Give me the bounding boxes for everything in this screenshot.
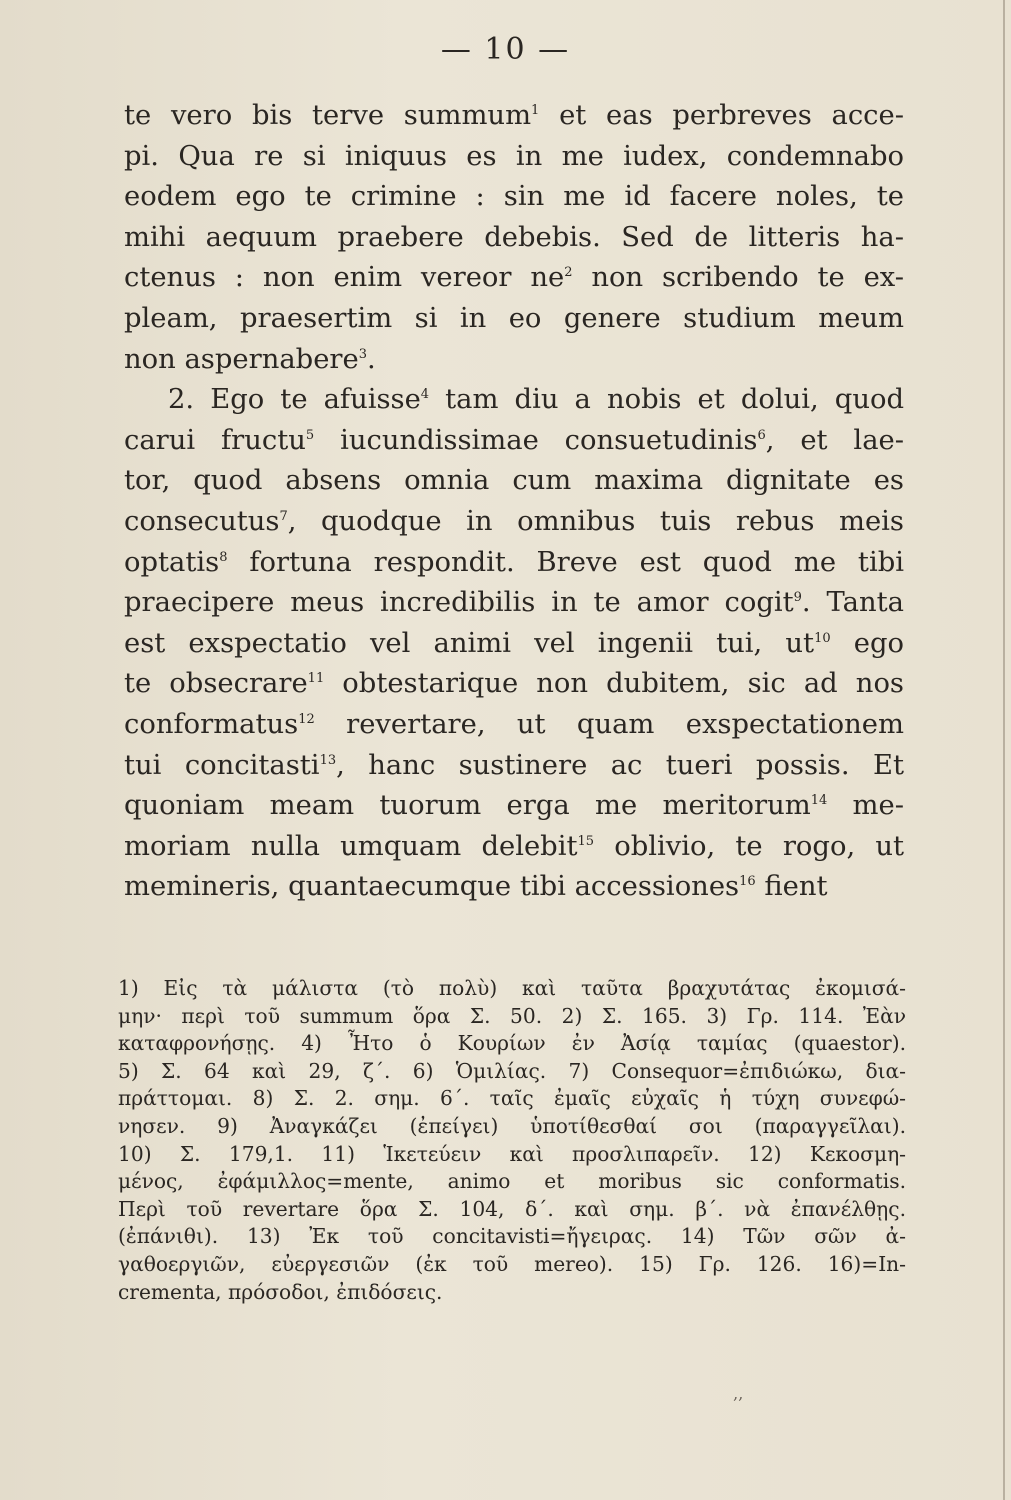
footnote-line: (ἐπάνιθι). 13) Ἐκ τοῦ concitavisti=ἤγειρας. 14) Τῶν σῶν ἀ- <box>118 1224 906 1249</box>
text-line: pleam, praesertim si in eo genere studium meum <box>124 302 904 334</box>
footnote-line: crementa, πρόσοδοι, ἐπιδόσεις. <box>118 1279 443 1304</box>
text-line: quoniam meam tuorum erga me meritorum$^{14}$ me- <box>124 790 904 822</box>
footnote-line: μένος, ἐφάμιλλος=mente, animo et moribus sic conformatis. <box>118 1169 906 1194</box>
text-line: te vero bis terve summum$^1$ et eas perbreves acce- <box>124 100 904 131</box>
footnote-line: μην· περὶ τοῦ summum ὅρα Σ. 50. 2) Σ. 165. 3) Γρ. 114. Ἐὰν <box>118 1003 906 1028</box>
footnote-line: νησεν. 9) Ἀναγκάζει (ἐπείγει) ὑποτίθεσθαί σοι (παραγγεῖλαι). <box>118 1113 906 1138</box>
text-line: moriam nulla umquam delebit$^{15}$ oblivio, te rogo, ut <box>124 830 905 862</box>
footnote-line: 1) Εἰς τὰ μάλιστα (τὸ πολὺ) καὶ ταῦτα βραχυτάτας ἐκομισά- <box>118 976 906 1000</box>
text-line: pi. Qua re si iniquus es in me iudex, condemnabo <box>124 140 904 172</box>
text-line: ctenus : non enim vereor $ne^2$ non scribendo te ex- <box>124 262 905 294</box>
page-number: — 10 — <box>440 32 571 67</box>
text-line: tui concitasti$^{13}$, hanc sustinere ac tueri possis. Et <box>124 749 904 781</box>
footnote-line: πράττομαι. 8) Σ. 2. σημ. 6΄. ταῖς ἐμαῖς εὐχαῖς ἡ τύχη συνεφώ- <box>118 1086 906 1111</box>
page-edge-rule <box>1003 0 1005 1500</box>
text-line: memineris, quantaecumque tibi accessiones$^{16}$ fient <box>124 871 828 903</box>
footnote-line: γαθοεργιῶν, εὐεργεσιῶν (ἐκ τοῦ mereo). 15) Γρ. 126. 16)=In- <box>118 1251 906 1276</box>
text-line: mihi aequum praebere debebis. Sed de litteris ha- <box>124 221 904 253</box>
text-line: consecutus$^7$, quodque in omnibus tuis rebus meis <box>124 505 904 537</box>
text-line: carui fructu$^5$ iucundissimae consuetudinis$^6$, et lae- <box>124 424 904 456</box>
text-line: est exspectatio vel animi vel ingenii tui, $ut^{10}$ ego <box>124 627 904 659</box>
text-line: optatis$^8$ fortuna respondit. Breve est quod me tibi <box>124 546 904 578</box>
footnote-line: Περὶ τοῦ revertare ὅρα Σ. 104, δ΄. καὶ σημ. β΄. νὰ ἐπανέλθῃς. <box>118 1196 906 1221</box>
text-line: non aspernabere$^3$. <box>124 343 376 375</box>
footnote-line: 5) Σ. 64 καὶ 29, ζ΄. 6) Ὁμιλίας. 7) Consequor=ἐπιδιώκω, δια- <box>118 1058 906 1083</box>
text-line: tor, quod absens omnia cum maxima dignitate es <box>124 465 904 497</box>
text-line: 2. Ego te afuisse$^4$ tam diu a nobis et dolui, quod <box>168 384 904 416</box>
text-line: eodem ego te crimine : sin me id facere noles, te <box>124 181 904 213</box>
text-line: te obsecrare$^{11}$ obtestarique non dubitem, sic ad nos <box>124 668 904 700</box>
main-text <box>124 96 904 908</box>
bottom-mark: ‚‚ <box>733 1384 744 1403</box>
footnote-line: 10) Σ. 179,1. 11) Ἱκετεύειν καὶ προσλιπαρεῖν. 12) Κεκοσμη- <box>118 1141 906 1166</box>
text-line: conformatus$^{12}$ revertare, ut quam exspectationem <box>124 708 904 740</box>
footnote-line: καταφρονήσῃς. 4) Ἦτο ὁ Κουρίων ἐν Ἀσίᾳ ταμίας (quaestor). <box>118 1031 906 1056</box>
footnotes <box>118 975 906 1306</box>
text-line: praecipere meus incredibilis in te amor cogit$^9$. Tanta <box>124 587 904 619</box>
